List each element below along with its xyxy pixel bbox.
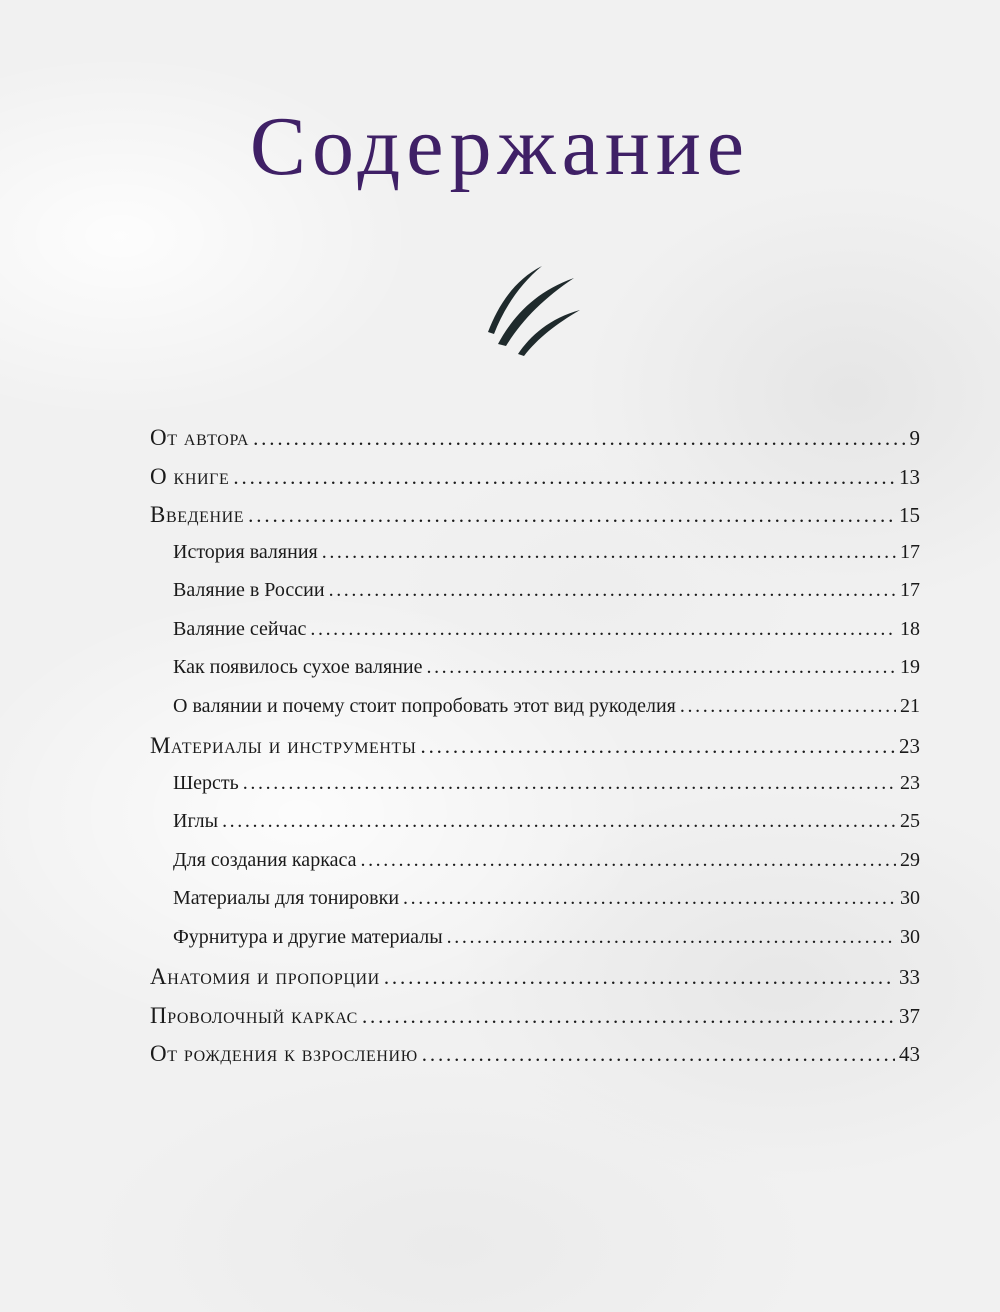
toc-entry[interactable] — [150, 541, 920, 580]
toc-entry-page-number: 23 — [899, 734, 920, 758]
dot-leader — [420, 734, 895, 759]
toc-entry-page-number: 19 — [900, 656, 920, 678]
toc-entry-page-number: 13 — [899, 464, 920, 489]
dot-leader — [426, 656, 896, 679]
toc-entry-label: История валяния — [173, 540, 318, 563]
toc-entry-page-number: 23 — [900, 771, 920, 794]
dot-leader — [422, 1042, 895, 1067]
claw-marks-icon — [484, 258, 584, 358]
dot-leader — [447, 926, 896, 949]
toc-entry[interactable] — [150, 656, 920, 695]
table-of-contents — [150, 425, 920, 1080]
dot-leader — [360, 849, 896, 872]
toc-entry[interactable] — [150, 1003, 920, 1042]
dot-leader — [329, 579, 896, 602]
toc-entry-label: Для создания каркаса — [173, 848, 357, 871]
toc-entry-page-number: 33 — [899, 965, 920, 989]
toc-entry-page-number: 9 — [909, 426, 920, 450]
toc-entry-label: Фурнитура и другие материалы — [173, 925, 443, 948]
toc-entry-page-number: 43 — [899, 1042, 920, 1066]
toc-entry-label: Шерсть — [173, 771, 239, 794]
toc-entry-page-number: 21 — [900, 694, 920, 717]
toc-entry-label: Валяние сейчас — [173, 617, 307, 640]
toc-entry-label: Иглы — [173, 810, 219, 832]
toc-entry[interactable] — [150, 502, 920, 541]
toc-entry-label: О книге — [150, 463, 230, 489]
toc-entry-page-number: 18 — [900, 617, 920, 640]
toc-entry[interactable] — [150, 464, 920, 503]
toc-entry[interactable] — [150, 695, 920, 734]
dot-leader — [310, 618, 896, 641]
toc-entry-page-number: 29 — [900, 848, 920, 871]
dot-leader — [248, 503, 895, 528]
dot-leader — [233, 465, 895, 490]
toc-entry[interactable] — [150, 618, 920, 657]
toc-entry-page-number: 15 — [899, 503, 920, 527]
dot-leader — [322, 541, 896, 564]
toc-entry[interactable] — [150, 887, 920, 926]
toc-entry[interactable] — [150, 579, 920, 618]
page-title: Содержание — [249, 100, 751, 193]
dot-leader — [222, 810, 896, 833]
toc-entry-label: Проволочный каркас — [150, 1002, 358, 1028]
toc-entry-page-number: 37 — [899, 1003, 920, 1028]
toc-entry[interactable] — [150, 810, 920, 849]
dot-leader — [253, 426, 905, 451]
toc-entry-label: От автора — [150, 425, 250, 450]
toc-entry-page-number: 30 — [900, 925, 920, 948]
toc-entry[interactable] — [150, 926, 920, 965]
toc-entry-page-number: 25 — [900, 810, 920, 832]
toc-entry[interactable] — [150, 1041, 920, 1080]
toc-entry-label: Введение — [150, 502, 245, 527]
toc-entry-page-number: 17 — [900, 579, 920, 601]
dot-leader — [680, 695, 896, 718]
toc-entry[interactable] — [150, 849, 920, 888]
toc-entry-label: Анатомия и пропорции — [150, 964, 380, 989]
toc-entry-label: Как появилось сухое валяние — [173, 656, 423, 678]
dot-leader — [243, 772, 896, 795]
toc-entry-label: Материалы для тонировки — [173, 887, 400, 909]
toc-entry-page-number: 30 — [900, 887, 920, 909]
toc-entry[interactable] — [150, 964, 920, 1003]
dot-leader — [362, 1004, 895, 1029]
toc-entry-label: Материалы и инструменты — [150, 733, 417, 758]
dot-leader — [384, 965, 895, 990]
dot-leader — [403, 887, 896, 910]
toc-entry[interactable] — [150, 772, 920, 811]
toc-entry-label: Валяние в России — [173, 579, 325, 601]
toc-entry-label: От рождения к взрослению — [150, 1041, 418, 1066]
toc-entry-page-number: 17 — [900, 540, 920, 563]
toc-entry[interactable] — [150, 425, 920, 464]
toc-entry[interactable] — [150, 733, 920, 772]
toc-entry-label: О валянии и почему стоит попробовать этот вид рукоделия — [173, 694, 676, 717]
